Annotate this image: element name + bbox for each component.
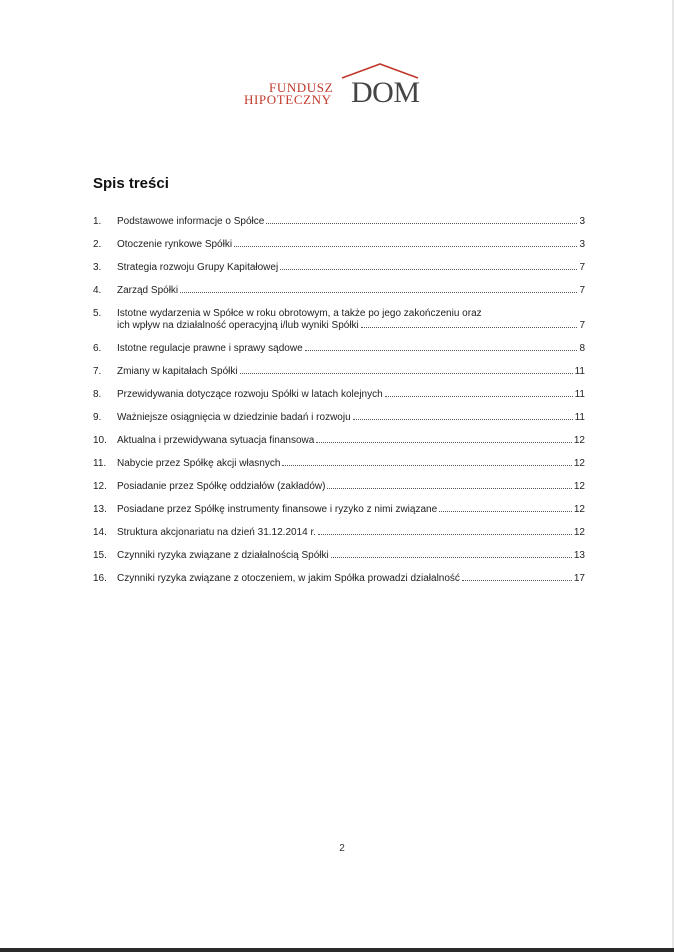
toc-entry-number: 10.: [93, 435, 107, 446]
toc-entry-page: 7: [579, 320, 585, 331]
toc-entry[interactable]: [93, 550, 585, 562]
toc-entry-page: 8: [579, 343, 585, 354]
toc-entry-page: 17: [573, 573, 585, 584]
toc-entry-page: 12: [573, 481, 585, 492]
toc-entry-page: 7: [579, 262, 585, 273]
toc-entry-number: 16.: [93, 573, 107, 584]
toc-entry[interactable]: [93, 285, 585, 297]
toc-leader: [234, 246, 577, 247]
company-logo: [244, 60, 430, 112]
toc-entry-title: Otoczenie rynkowe Spółki: [117, 239, 233, 250]
toc-leader: [385, 396, 573, 397]
toc-leader: [331, 557, 572, 558]
toc-entry-title: Strategia rozwoju Grupy Kapitałowej: [117, 262, 279, 273]
toc-entry[interactable]: [93, 481, 585, 493]
toc-entry-page: 13: [573, 550, 585, 561]
toc-leader: [353, 419, 573, 420]
toc-leader: [361, 327, 578, 328]
toc-entry-page: 12: [573, 504, 585, 515]
toc-entry[interactable]: [93, 366, 585, 378]
toc-entry[interactable]: [93, 504, 585, 516]
toc-entry-title: Ważniejsze osiągnięcia w dziedzinie badań i rozwoju: [117, 412, 351, 423]
toc-entry-number: 9.: [93, 412, 102, 423]
toc-entry-number: 8.: [93, 389, 102, 400]
toc-entry-number: 6.: [93, 343, 102, 354]
toc-entry-page: 12: [573, 527, 585, 538]
toc-entry[interactable]: [93, 435, 585, 447]
toc-entry-title: Zarząd Spółki: [117, 285, 179, 296]
toc-entry-title: Czynniki ryzyka związane z działalnością Spółki: [117, 550, 329, 561]
toc-entry-number: 4.: [93, 285, 102, 296]
toc-entry-number: 13.: [93, 504, 107, 515]
toc-entry-number: 2.: [93, 239, 102, 250]
toc-entry-title-line1: Istotne wydarzenia w Spółce w roku obrotowym, a także po jego zakończeniu oraz: [117, 308, 482, 319]
toc-entry-title: Nabycie przez Spółkę akcji własnych: [117, 458, 281, 469]
toc-entry[interactable]: [93, 389, 585, 401]
toc-leader: [318, 534, 572, 535]
toc-entry-title: Przewidywania dotyczące rozwoju Spółki w latach kolejnych: [117, 389, 383, 400]
toc-entry-title: ich wpływ na działalność operacyjną i/lub wyniki Spółki: [117, 320, 359, 331]
page-number: 2: [339, 843, 345, 854]
toc-entry-number: 7.: [93, 366, 102, 377]
table-of-contents: [93, 216, 585, 596]
toc-entry-title: Czynniki ryzyka związane z otoczeniem, w jakim Spółka prowadzi działalność: [117, 573, 460, 584]
toc-leader: [180, 292, 577, 293]
toc-entry-number: 11.: [93, 458, 107, 469]
toc-entry-title: Posiadanie przez Spółkę oddziałów (zakładów): [117, 481, 326, 492]
toc-entry[interactable]: [93, 458, 585, 470]
toc-entry[interactable]: [93, 239, 585, 251]
toc-entry-page: 11: [574, 389, 585, 400]
toc-leader: [266, 223, 577, 224]
toc-leader: [462, 580, 572, 581]
toc-entry-title: Aktualna i przewidywana sytuacja finansowa: [117, 435, 315, 446]
scan-edge-bottom: [0, 948, 674, 952]
toc-entry-page: 3: [579, 239, 585, 250]
logo-line-fundusz: FUNDUSZ: [269, 80, 334, 95]
toc-entry-page: 3: [579, 216, 585, 227]
toc-entry[interactable]: [93, 262, 585, 274]
toc-entry-number: 1.: [93, 216, 102, 227]
toc-entry[interactable]: [93, 216, 585, 228]
toc-leader: [305, 350, 578, 351]
toc-entry[interactable]: [93, 573, 585, 585]
toc-entry[interactable]: [93, 527, 585, 539]
toc-entry-title: Struktura akcjonariatu na dzień 31.12.2014 r.: [117, 527, 317, 538]
toc-leader: [280, 269, 577, 270]
logo-line-hipoteczny: HIPOTECZNY: [244, 92, 332, 107]
toc-entry-number: 15.: [93, 550, 107, 561]
toc-entry-number: 3.: [93, 262, 102, 273]
toc-heading: Spis treści: [93, 175, 169, 192]
toc-leader: [240, 373, 573, 374]
toc-leader: [439, 511, 572, 512]
toc-entry-number: 5.: [93, 308, 102, 319]
toc-entry-title: Posiadane przez Spółkę instrumenty finansowe i ryzyko z nimi związane: [117, 504, 438, 515]
toc-entry[interactable]: [93, 308, 585, 332]
toc-entry-number: 12.: [93, 481, 107, 492]
toc-entry-page: 7: [579, 285, 585, 296]
toc-leader: [327, 488, 571, 489]
toc-entry-page: 11: [574, 412, 585, 423]
logo-word-dom: DOM: [351, 76, 420, 109]
toc-leader: [316, 442, 572, 443]
toc-entry-title: Podstawowe informacje o Spółce: [117, 216, 265, 227]
toc-leader: [282, 465, 571, 466]
toc-entry-title: Zmiany w kapitałach Spółki: [117, 366, 238, 377]
toc-entry-page: 12: [573, 435, 585, 446]
toc-entry[interactable]: [93, 343, 585, 355]
toc-entry[interactable]: [93, 412, 585, 424]
toc-entry-number: 14.: [93, 527, 107, 538]
toc-entry-title: Istotne regulacje prawne i sprawy sądowe: [117, 343, 303, 354]
toc-entry-page: 11: [574, 366, 585, 377]
toc-entry-page: 12: [573, 458, 585, 469]
